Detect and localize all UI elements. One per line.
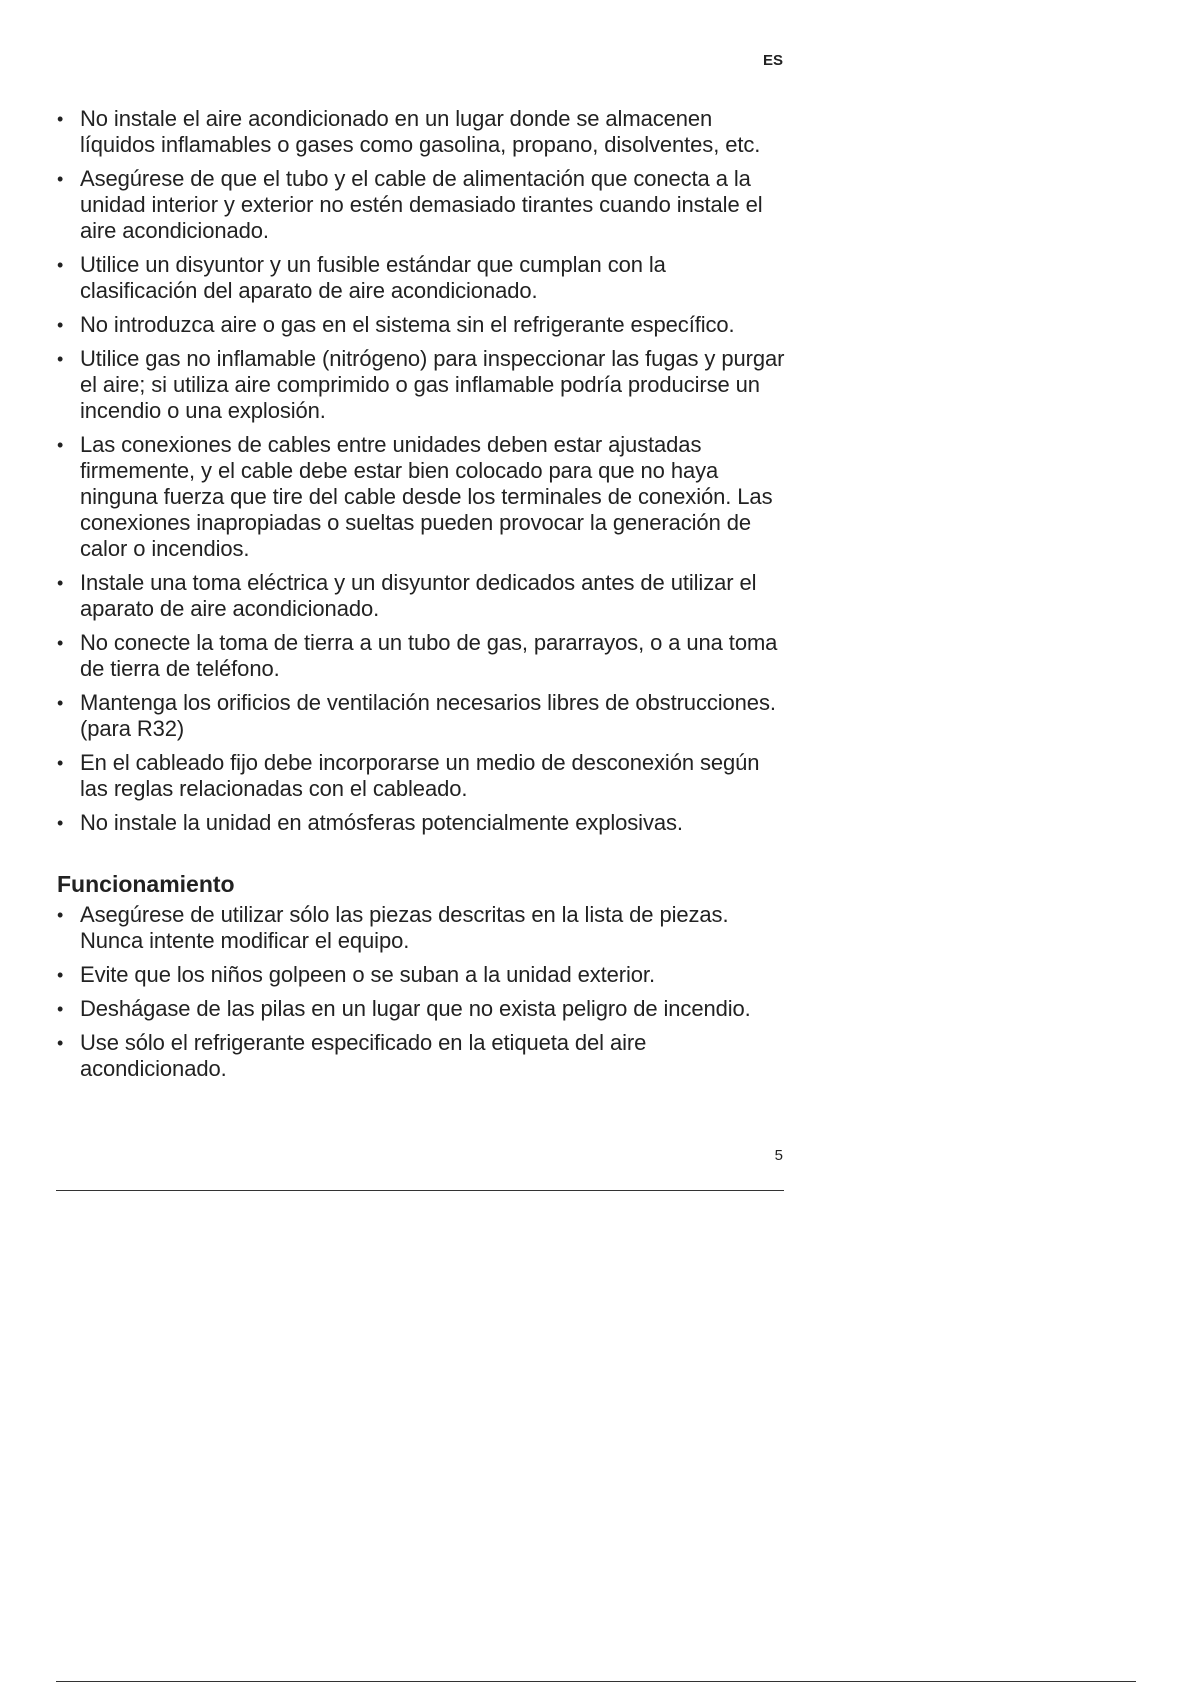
bullet-icon: • xyxy=(57,753,64,773)
installation-list xyxy=(57,106,787,836)
list-item-text: Asegúrese de utilizar sólo las piezas descritas en la lista de piezas. Nunca intente modificar el equipo. xyxy=(80,902,729,953)
bullet-icon: • xyxy=(57,169,64,189)
bullet-icon: • xyxy=(57,999,64,1019)
bullet-icon: • xyxy=(57,1033,64,1053)
list-item-text: Las conexiones de cables entre unidades deben estar ajustadas firmemente, y el cable debe estar bien colocado para que no haya ninguna fuerza que tire del cable desde los terminales de conexión. Las conexiones inapropiadas o sueltas pueden provocar la generación de calor o incendios. xyxy=(80,432,773,561)
list-item-text: No introduzca aire o gas en el sistema sin el refrigerante específico. xyxy=(80,312,735,337)
list-item xyxy=(57,1030,787,1082)
list-item-text: Utilice un disyuntor y un fusible estándar que cumplan con la clasificación del aparato de aire acondicionado. xyxy=(80,252,666,303)
list-item xyxy=(57,902,787,954)
list-item-text: En el cableado fijo debe incorporarse un medio de desconexión según las reglas relacionadas con el cableado. xyxy=(80,750,760,801)
page-divider xyxy=(56,1190,784,1191)
list-item xyxy=(57,962,787,988)
section-heading-funcionamiento: Funcionamiento xyxy=(57,871,235,897)
bullet-icon: • xyxy=(57,109,64,129)
list-item-text: Instale una toma eléctrica y un disyuntor dedicados antes de utilizar el aparato de aire acondicionado. xyxy=(80,570,757,621)
bullet-icon: • xyxy=(57,573,64,593)
operation-list xyxy=(57,902,787,1082)
list-item-text: Deshágase de las pilas en un lugar que no exista peligro de incendio. xyxy=(80,996,751,1021)
list-item-text: No conecte la toma de tierra a un tubo de gas, pararrayos, o a una toma de tierra de teléfono. xyxy=(80,630,778,681)
bullet-icon: • xyxy=(57,255,64,275)
list-item-text: Utilice gas no inflamable (nitrógeno) para inspeccionar las fugas y purgar el aire; si utiliza aire comprimido o gas inflamable podría producirse un incendio o una explosión. xyxy=(80,346,785,423)
list-item xyxy=(57,346,787,424)
list-item xyxy=(57,996,787,1022)
list-item-text: No instale la unidad en atmósferas potencialmente explosivas. xyxy=(80,810,683,835)
list-item-text: No instale el aire acondicionado en un lugar donde se almacenen líquidos inflamables o gases como gasolina, propano, disolventes, etc. xyxy=(80,106,761,157)
bullet-icon: • xyxy=(57,633,64,653)
bullet-icon: • xyxy=(57,435,64,455)
bullet-icon: • xyxy=(57,349,64,369)
bullet-icon: • xyxy=(57,905,64,925)
list-item xyxy=(57,432,787,562)
page-number: 5 xyxy=(774,1147,783,1164)
list-item-text: Asegúrese de que el tubo y el cable de alimentación que conecta a la unidad interior y exterior no estén demasiado tirantes cuando instale el aire acondicionado. xyxy=(80,166,763,243)
list-item xyxy=(57,690,787,742)
list-item xyxy=(57,106,787,158)
bullet-icon: • xyxy=(57,965,64,985)
bottom-divider xyxy=(56,1681,1136,1682)
list-item xyxy=(57,312,787,338)
bullet-icon: • xyxy=(57,315,64,335)
list-item xyxy=(57,810,787,836)
list-item xyxy=(57,166,787,244)
content-column xyxy=(57,106,787,1090)
list-item xyxy=(57,252,787,304)
list-item-text: Evite que los niños golpeen o se suban a la unidad exterior. xyxy=(80,962,655,987)
list-item-text: Use sólo el refrigerante especificado en la etiqueta del aire acondicionado. xyxy=(80,1030,647,1081)
list-item xyxy=(57,570,787,622)
list-item xyxy=(57,750,787,802)
bullet-icon: • xyxy=(57,813,64,833)
language-code: ES xyxy=(762,52,783,69)
list-item xyxy=(57,630,787,682)
bullet-icon: • xyxy=(57,693,64,713)
list-item-text: Mantenga los orificios de ventilación necesarios libres de obstrucciones. (para R32) xyxy=(80,690,776,741)
